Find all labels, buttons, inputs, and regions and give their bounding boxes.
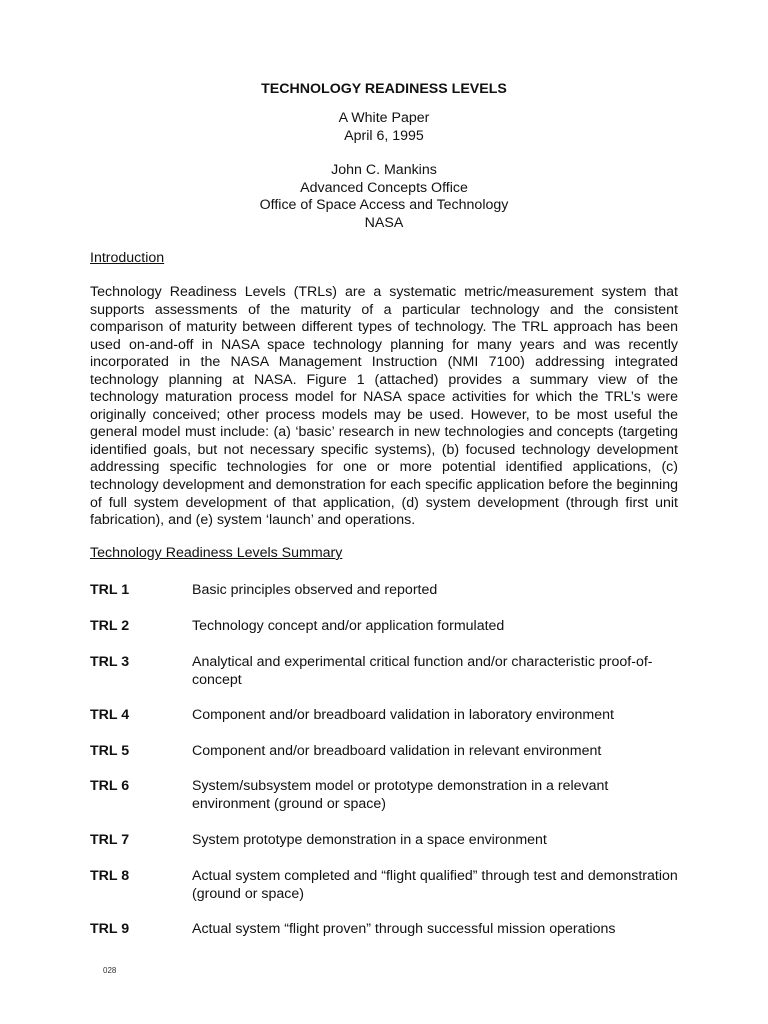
trl-label: TRL 5 (90, 743, 130, 759)
trl-description: System prototype demonstration in a space environment (192, 832, 547, 848)
document-subtitle (0, 110, 768, 145)
author-department: Office of Space Access and Technology (259, 197, 509, 214)
trl-description: System/subsystem model or prototype demonstration in a relevant environment (ground or space) (192, 778, 609, 812)
trl-description: Actual system “flight proven” through successful mission operations (192, 921, 616, 937)
author-block (0, 162, 768, 232)
author-office: Advanced Concepts Office (300, 179, 468, 196)
trl-label: TRL 1 (90, 582, 130, 598)
trl-label: TRL 7 (90, 832, 130, 848)
trl-description: Actual system completed and “flight qualified” through test and demonstration (ground or space) (192, 868, 678, 902)
author-name: John C. Mankins (331, 162, 437, 178)
trl-summary-heading: Technology Readiness Levels Summary (90, 545, 343, 561)
subtitle-white-paper: A White Paper (338, 110, 430, 126)
trl-description: Basic principles observed and reported (192, 582, 438, 598)
introduction-heading: Introduction (90, 250, 165, 266)
trl-description: Technology concept and/or application formulated (192, 618, 505, 634)
author-organization: NASA (364, 214, 404, 231)
document-title: TECHNOLOGY READINESS LEVELS (261, 81, 507, 97)
trl-description: Component and/or breadboard validation in laboratory environment (192, 707, 614, 723)
trl-label: TRL 8 (90, 868, 130, 884)
trl-label: TRL 9 (90, 921, 130, 937)
trl-label: TRL 4 (90, 707, 130, 723)
introduction-paragraph: Technology Readiness Levels (TRLs) are a systematic metric/measurement system that supports assessments of the maturity of a particular technology and the consistent comparison of maturity between different types of technology. The TRL approach has been used on-and-off in NASA space technology planning for many years and was recently incorporated in the NASA Management Instruction (NMI 7100) addressing integrated technology planning at NASA. Figure 1 (attached) provides a summary view of the technology maturation process model for NASA space activities for which the TRL’s were originally conceived; other process models may be used. However, to be most useful the general model must include: (a) ‘basic’ research in new technologies and concepts (targeting identified goals, but not necessary specific systems), (b) focused technology development addressing specific technologies for one or more potential identified applications, (c) technology development and demonstration for each specific application before the beginning of full system development of that application, (d) system development (through first unit fabrication), and (e) system ‘launch’ and operations. (90, 284, 678, 529)
subtitle-date: April 6, 1995 (344, 127, 424, 144)
trl-description: Analytical and experimental critical function and/or characteristic proof-of-concept (192, 654, 653, 688)
trl-label: TRL 6 (90, 778, 130, 794)
trl-label: TRL 3 (90, 654, 130, 670)
trl-description: Component and/or breadboard validation in relevant environment (192, 743, 602, 759)
trl-label: TRL 2 (90, 618, 130, 634)
page-code: 028 (103, 966, 117, 975)
